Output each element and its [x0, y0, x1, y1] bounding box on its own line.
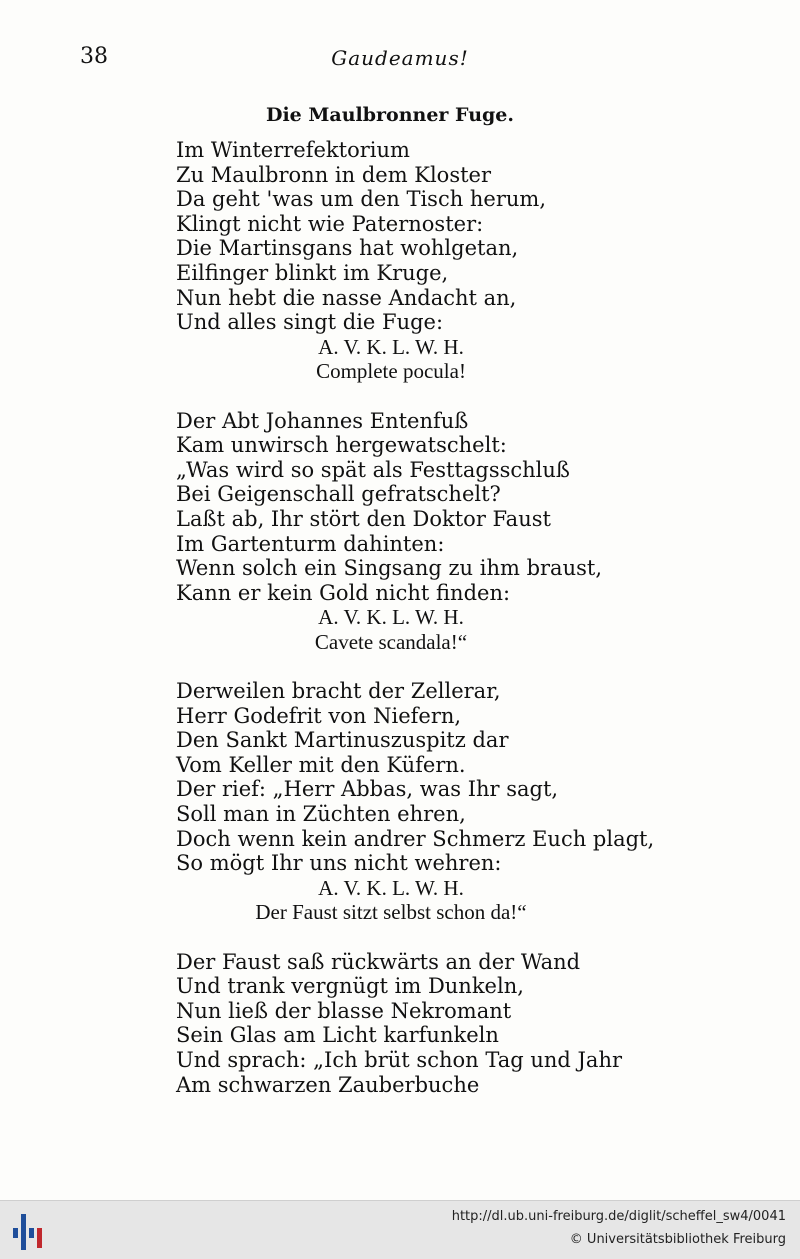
verse-line: Und trank vergnügt im Dunkeln, [176, 974, 524, 999]
verse-line: „Was wird so spät als Festtagsschluß [176, 457, 570, 482]
verse-line: Da geht 'was um den Tisch herum, [176, 187, 547, 212]
verse-line: Der Abt Johannes Entenfuß [176, 408, 469, 433]
verse-line: Kam unwirsch hergewatschelt: [176, 433, 507, 458]
verse-line: Doch wenn kein andrer Schmerz Euch plagt, [176, 826, 655, 851]
refrain-line: Complete pocula! [316, 359, 466, 384]
refrain-line: Der Faust sitzt selbst schon da!“ [255, 900, 527, 925]
stanza-gap [176, 654, 776, 679]
poem-title: Die Maulbronner Fuge. [265, 104, 515, 126]
copyright-notice: © Universitätsbibliothek Freiburg [569, 1232, 786, 1247]
verse-line: So mögt Ihr uns nicht wehren: [176, 851, 502, 876]
verse-line: Vom Keller mit den Küfern. [176, 752, 466, 777]
verse-line: Wenn solch ein Singsang zu ihm braust, [176, 556, 602, 581]
verse-line: Herr Godefrit von Niefern, [176, 703, 462, 728]
verse-line: Im Gartenturm dahinten: [176, 531, 445, 556]
page-number: 38 [80, 44, 108, 69]
viewer-footer [0, 1200, 800, 1259]
verse-line: Bei Geigenschall gefratschelt? [176, 482, 501, 507]
verse-line: Laßt ab, Ihr stört den Doktor Faust [176, 506, 551, 531]
refrain-line: A. V. K. L. W. H. [318, 875, 464, 900]
verse-line: Kann er kein Gold nicht finden: [176, 580, 511, 605]
verse-line: Nun ließ der blasse Nekromant [176, 998, 512, 1023]
stanza-gap [176, 384, 776, 409]
verse-line: Soll man in Züchten ehren, [176, 802, 466, 827]
verse-line: Derweilen bracht der Zellerar, [176, 679, 501, 704]
verse-line: Und sprach: „Ich brüt schon Tag und Jahr [176, 1047, 623, 1072]
ub-freiburg-logo-icon [10, 1211, 48, 1253]
poem-body [176, 138, 776, 1097]
verse-line: Den Sankt Martinuszuspitz dar [176, 728, 509, 753]
verse-line: Nun hebt die nasse Andacht an, [176, 285, 517, 310]
verse-line: Die Martinsgans hat wohlgetan, [176, 236, 519, 261]
stanza-gap [176, 925, 776, 950]
verse-line: Und alles singt die Fuge: [176, 310, 444, 335]
refrain-line: A. V. K. L. W. H. [318, 605, 464, 630]
verse-line: Am schwarzen Zauberbuche [176, 1072, 480, 1097]
running-title: Gaudeamus! [331, 46, 469, 70]
verse-line: Eilfinger blinkt im Kruge, [176, 260, 449, 285]
verse-line: Im Winterrefektorium [176, 138, 410, 162]
verse-line: Der rief: „Herr Abbas, was Ihr sagt, [176, 777, 559, 802]
permalink-url[interactable]: http://dl.ub.uni-freiburg.de/diglit/scheffel_sw4/0041 [451, 1209, 786, 1224]
verse-line: Klingt nicht wie Paternoster: [176, 211, 484, 236]
verse-line: Sein Glas am Licht karfunkeln [176, 1023, 499, 1048]
refrain-line: Cavete scandala!“ [314, 629, 468, 654]
refrain-line: A. V. K. L. W. H. [318, 334, 464, 359]
verse-line: Zu Maulbronn in dem Kloster [176, 162, 492, 187]
verse-line: Der Faust saß rückwärts an der Wand [176, 949, 581, 974]
